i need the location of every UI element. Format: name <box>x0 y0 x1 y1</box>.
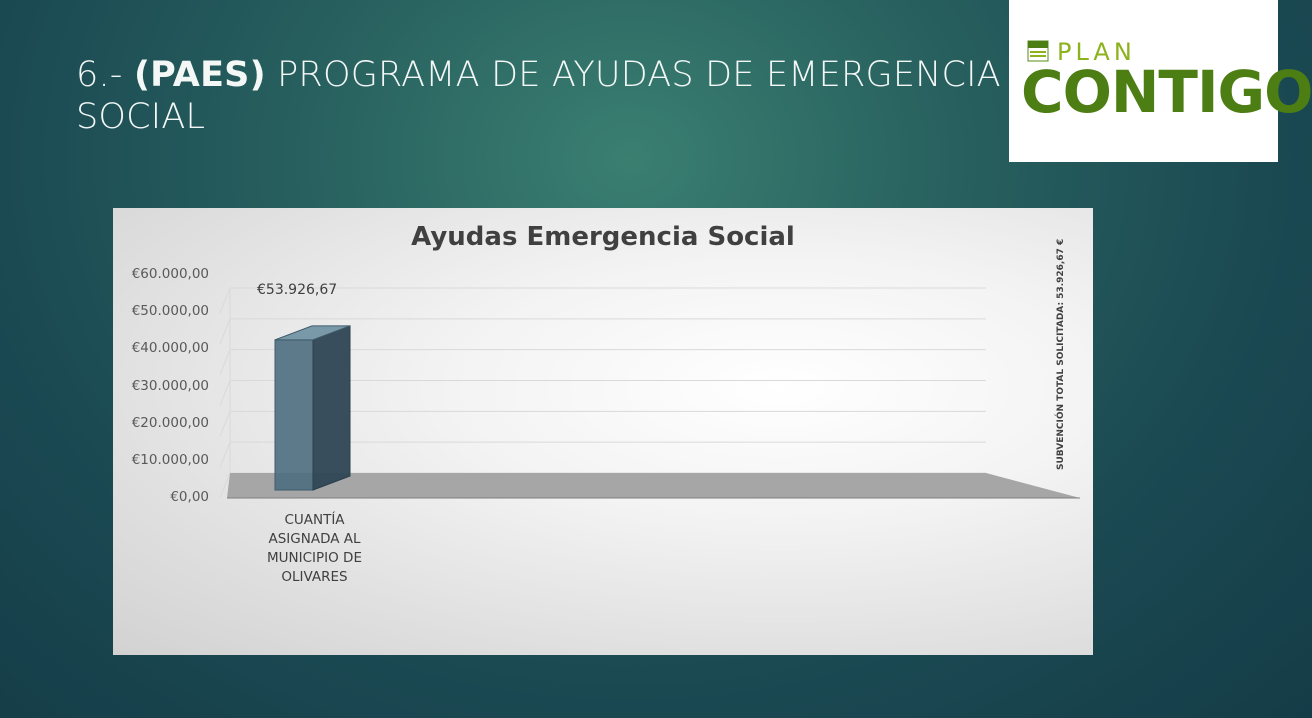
subvencion-note: SUBVENCIÓN TOTAL SOLICITADA: 53.926,67 € <box>1056 238 1066 470</box>
y-tick-label: €30.000,00 <box>131 377 209 394</box>
y-tick-label: €20.000,00 <box>131 414 209 431</box>
y-tick-label: €40.000,00 <box>131 340 209 357</box>
gridline-side <box>220 411 230 436</box>
plan-contigo-logo <box>1009 0 1312 162</box>
gridline-side <box>220 381 230 406</box>
slide-title-prefix: 6.- <box>76 55 134 95</box>
bar-side <box>313 326 350 490</box>
logo-plan-text: PLAN <box>1057 38 1136 66</box>
gridline-side <box>220 442 230 467</box>
y-tick-label: €10.000,00 <box>131 451 209 468</box>
logo-contigo-text: CONTIGO <box>1021 58 1312 126</box>
gridline-side <box>220 319 230 344</box>
gridline-side <box>220 350 230 375</box>
category-label: CUANTÍA ASIGNADA AL MUNICIPIO DE OLIVARES <box>267 512 362 585</box>
chart-svg <box>113 208 1093 655</box>
y-tick-label: €60.000,00 <box>131 266 209 282</box>
chart-floor <box>227 473 1080 498</box>
slide-title-bold: (PAES) <box>133 55 266 95</box>
y-tick-label: €0,00 <box>170 489 209 505</box>
chart-title: Ayudas Emergencia Social <box>411 222 795 252</box>
bar-front <box>275 340 313 490</box>
y-tick-label: €50.000,00 <box>131 303 209 320</box>
slide-title <box>76 54 1016 138</box>
data-label: €53.926,67 <box>257 282 338 298</box>
gridline-side <box>220 288 230 313</box>
slide-title-rest: PROGRAMA DE AYUDAS DE EMERGENCIA SOCIAL <box>76 55 1001 137</box>
chart-panel <box>113 208 1093 655</box>
